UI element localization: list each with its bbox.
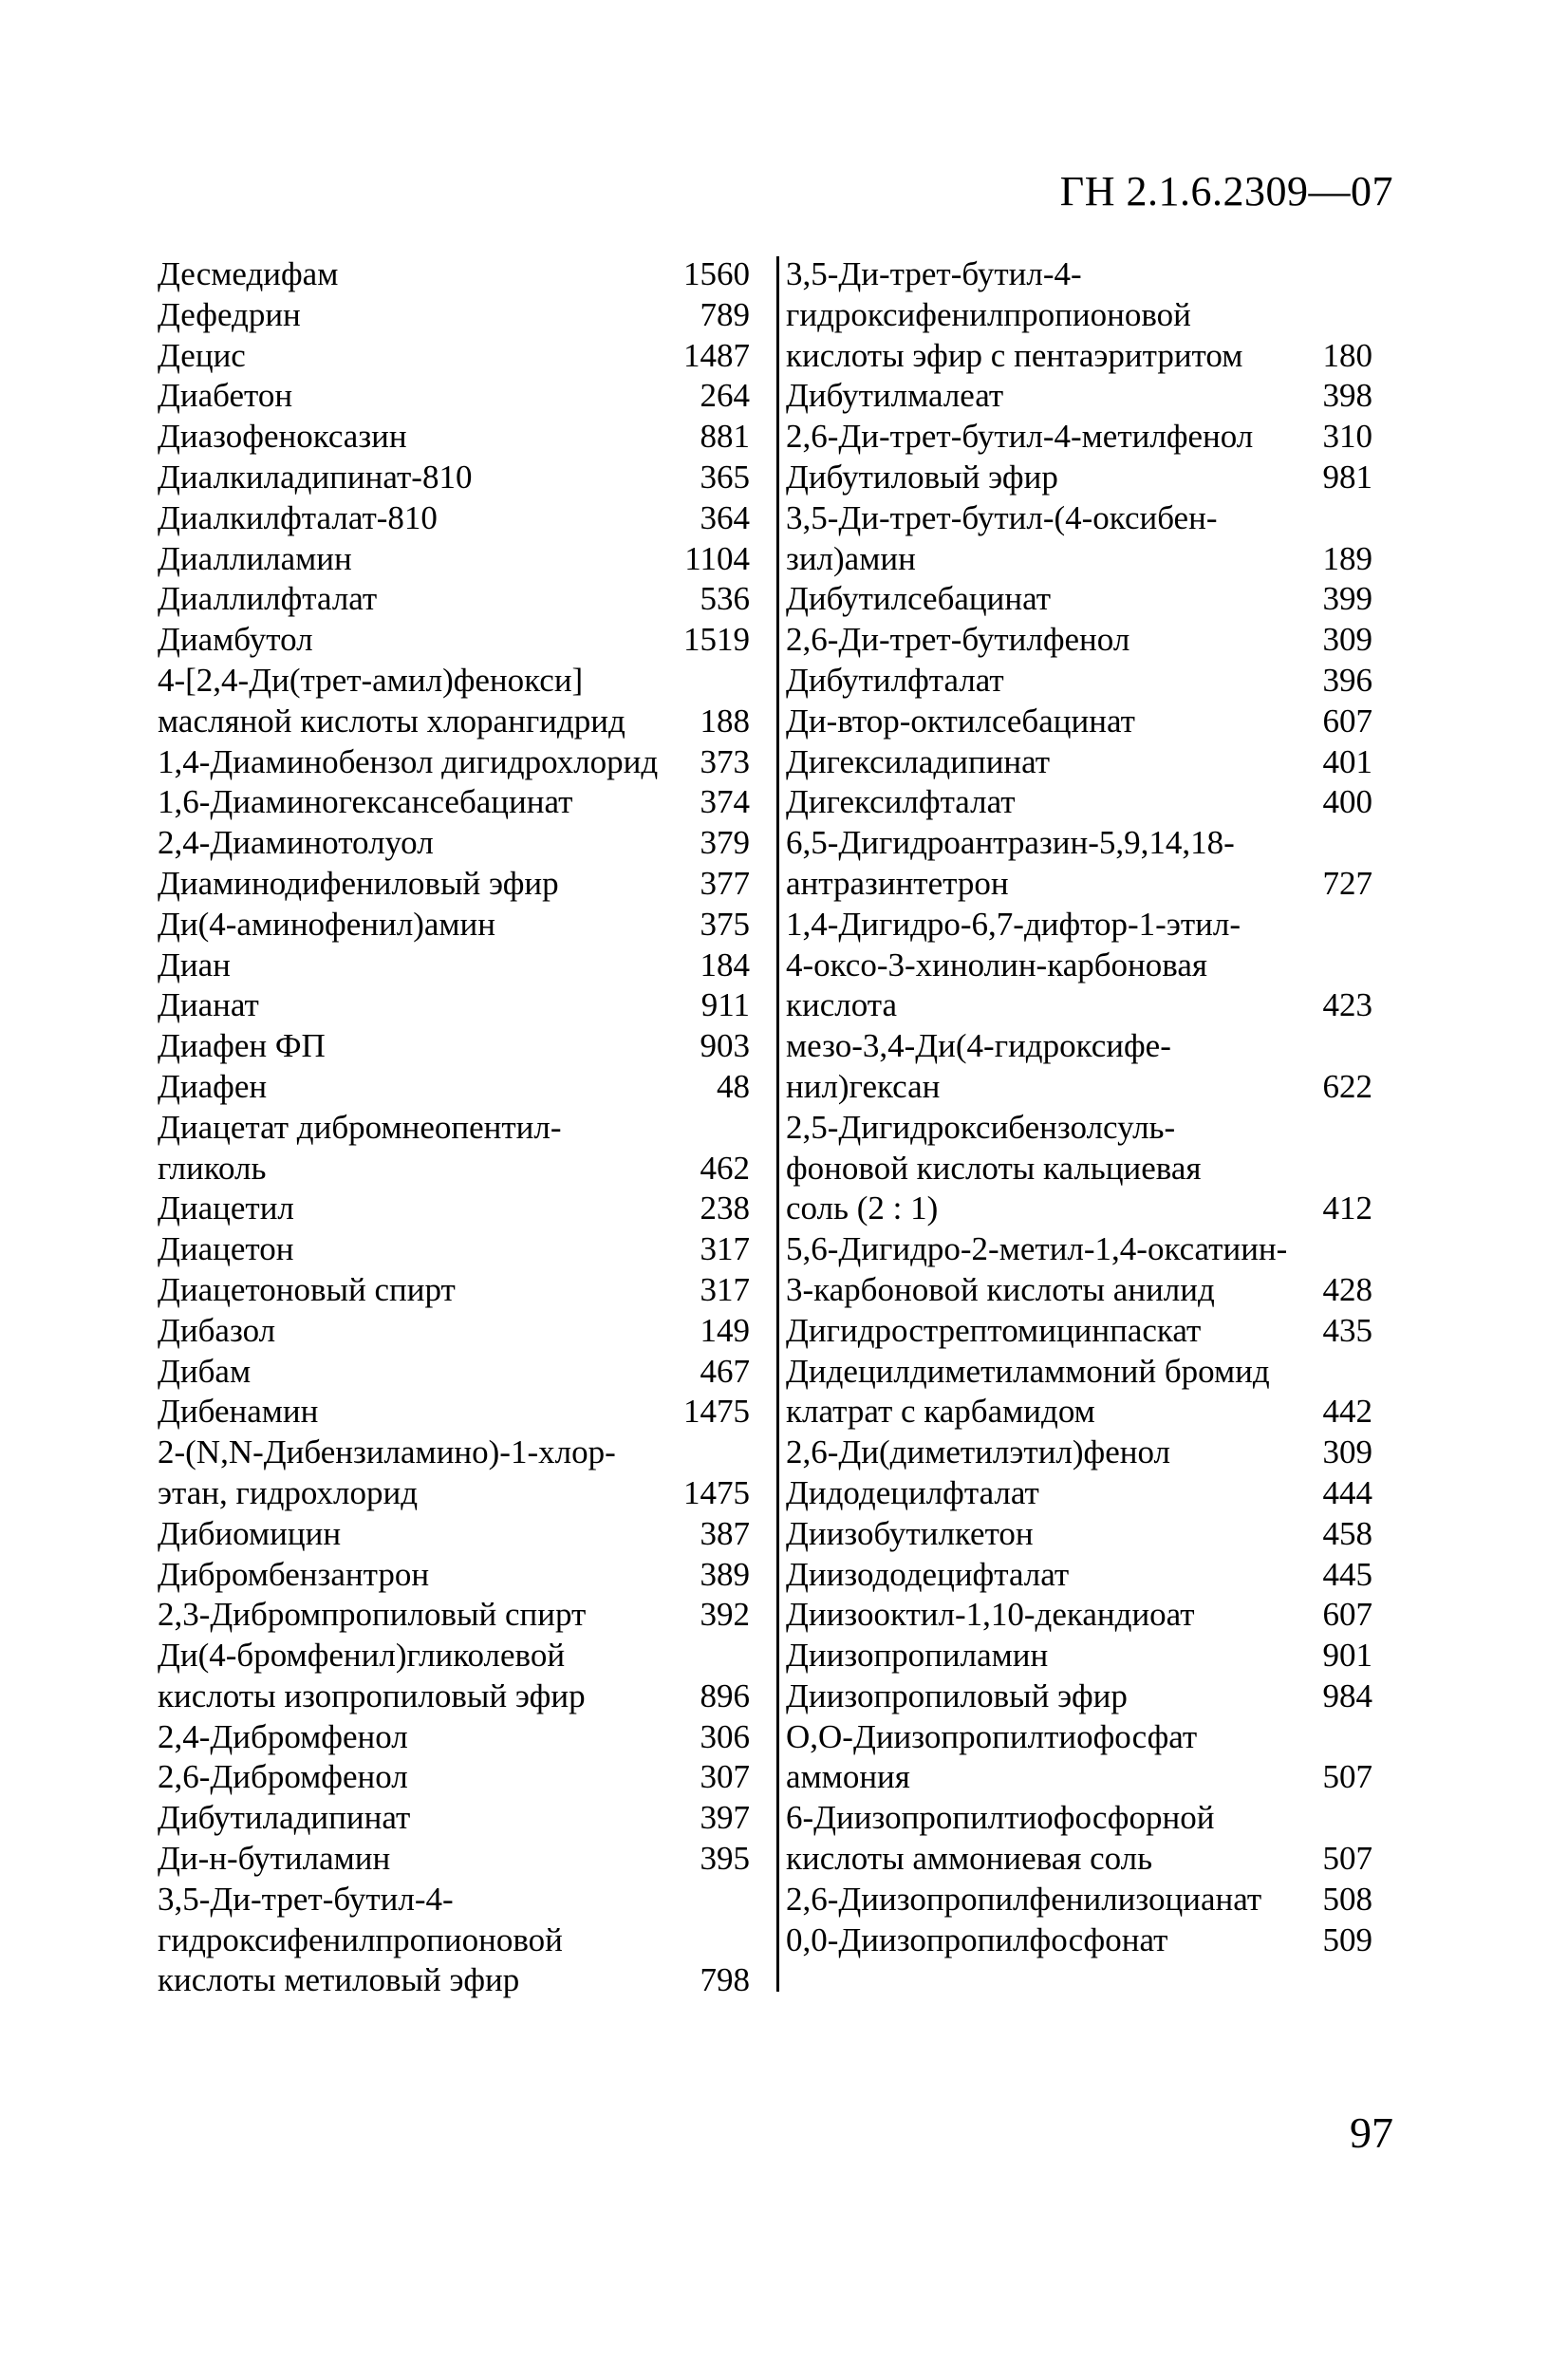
list-item <box>158 620 750 661</box>
substance-name-line: 0,0-Диизопропилфосфонат <box>786 1920 1168 1958</box>
substance-name-line: 3,5-Ди-трет-бутил-4- <box>158 1880 454 1918</box>
substance-name-line: Диацетоновый спирт <box>158 1270 456 1308</box>
list-item <box>786 1636 1372 1676</box>
substance-name-line: кислоты изопропиловый эфир <box>158 1676 586 1714</box>
substance-name-line: Диаллиламин <box>158 539 352 577</box>
list-item <box>158 1595 750 1636</box>
list-item <box>158 376 750 417</box>
page-reference-number: 377 <box>700 864 750 902</box>
list-item <box>158 1026 750 1067</box>
substance-name-line: Ди(4-бромфенил)гликолевой <box>158 1637 566 1675</box>
substance-name-line: 2,6-Ди-трет-бутилфенол <box>786 621 1130 659</box>
page-reference-number: 911 <box>700 986 750 1024</box>
page-reference-number: 509 <box>1322 1920 1372 1958</box>
page-reference-number: 607 <box>1322 702 1372 740</box>
page-number: 97 <box>1350 2108 1393 2157</box>
substance-name-line: Дефедрин <box>158 295 301 333</box>
substance-name-line: Диафен <box>158 1067 268 1105</box>
list-item <box>786 1352 1372 1433</box>
list-item <box>158 579 750 620</box>
substance-name-line: 2,5-Дигидроксибензолсуль- <box>786 1108 1176 1146</box>
substance-name-line: Десмедифам <box>158 255 339 292</box>
page-reference-number: 412 <box>1322 1189 1372 1227</box>
list-item <box>158 1067 750 1108</box>
substance-name-line: Диаминодифениловый эфир <box>158 864 559 902</box>
list-item <box>786 661 1372 702</box>
page-reference-number: 442 <box>1322 1393 1372 1431</box>
page-reference-number: 1475 <box>683 1393 750 1431</box>
list-item <box>158 985 750 1026</box>
substance-name-line: 2,6-Диизопропилфенилизоцианат <box>786 1880 1262 1918</box>
list-item <box>786 823 1372 905</box>
substance-name-line: Дигексилфталат <box>786 783 1016 821</box>
page-reference-number: 508 <box>1322 1880 1372 1918</box>
page-reference-number: 307 <box>700 1758 750 1796</box>
page-reference-number: 400 <box>1322 783 1372 821</box>
substance-name-line: Дибутилмалеат <box>786 377 1004 415</box>
page-reference-number: 364 <box>700 498 750 536</box>
page-reference-number: 1475 <box>683 1473 750 1511</box>
list-item <box>786 702 1372 742</box>
page-reference-number: 458 <box>1322 1514 1372 1552</box>
substance-name-line: Диафен ФП <box>158 1027 326 1065</box>
page-reference-number: 379 <box>700 824 750 862</box>
list-item <box>158 1757 750 1798</box>
page-reference-number: 798 <box>700 1961 750 1999</box>
substance-name-line: Диабетон <box>158 377 293 415</box>
substance-name-line: клатрат с карбамидом <box>786 1393 1095 1431</box>
list-item <box>158 1839 750 1880</box>
list-item <box>786 579 1372 620</box>
substance-name-line: Диацетон <box>158 1230 294 1268</box>
page-reference-number: 467 <box>700 1352 750 1390</box>
page-reference-number: 317 <box>700 1270 750 1308</box>
substance-name-line: 2,4-Дибромфенол <box>158 1717 408 1755</box>
substance-name-line: зил)амин <box>786 539 916 577</box>
page-reference-number: 399 <box>1322 580 1372 618</box>
page-reference-number: 622 <box>1322 1067 1372 1105</box>
substance-name-line: 3,5-Ди-трет-бутил-4- <box>786 255 1082 292</box>
page-reference-number: 149 <box>700 1311 750 1349</box>
substance-name-line: 2,6-Ди(диметилэтил)фенол <box>786 1433 1170 1471</box>
list-item <box>158 539 750 580</box>
list-item <box>158 1189 750 1229</box>
page-reference-number: 188 <box>700 702 750 740</box>
page-reference-number: 423 <box>1322 986 1372 1024</box>
list-item <box>786 620 1372 661</box>
substance-name-line: гидроксифенилпропионовой <box>786 295 1191 333</box>
document-code-header: ГН 2.1.6.2309—07 <box>1059 168 1393 215</box>
page-reference-number: 727 <box>1322 864 1372 902</box>
substance-name-line: О,О-Диизопропилтиофосфат <box>786 1717 1198 1755</box>
substance-name-line: Дигексиладипинат <box>786 742 1051 780</box>
substance-name-line: Диалкилфталат-810 <box>158 498 438 536</box>
page-reference-number: 903 <box>700 1027 750 1065</box>
substance-name-line: Диазофеноксазин <box>158 418 407 456</box>
substance-name-line: 3-карбоновой кислоты анилид <box>786 1270 1215 1308</box>
list-item <box>786 1514 1372 1555</box>
list-item <box>158 1270 750 1311</box>
page-reference-number: 387 <box>700 1514 750 1552</box>
page-reference-number: 536 <box>700 580 750 618</box>
list-item <box>786 1026 1372 1108</box>
list-item <box>158 905 750 946</box>
right-column <box>786 254 1372 1960</box>
list-item <box>158 864 750 905</box>
substance-name-line: Децис <box>158 336 246 374</box>
list-item <box>158 254 750 295</box>
substance-name-line: Дианат <box>158 986 259 1024</box>
list-item <box>786 1108 1372 1229</box>
substance-name-line: Дибутилфталат <box>786 661 1004 699</box>
list-item <box>786 905 1372 1026</box>
list-item <box>158 295 750 336</box>
page-reference-number: 1519 <box>683 621 750 659</box>
column-divider <box>776 256 779 1992</box>
substance-name-line: кислота <box>786 986 898 1024</box>
substance-name-line: Дидецилдиметиламмоний бромид <box>786 1352 1270 1390</box>
page-reference-number: 398 <box>1322 377 1372 415</box>
list-item <box>786 1595 1372 1636</box>
list-item <box>158 1514 750 1555</box>
substance-name-line: кислоты метиловый эфир <box>158 1961 520 1999</box>
substance-name-line: Диизододецифталат <box>786 1555 1070 1593</box>
substance-name-line: 6,5-Дигидроантразин-5,9,14,18- <box>786 824 1235 862</box>
substance-name-line: 2,6-Ди-трет-бутил-4-метилфенол <box>786 418 1254 456</box>
list-item <box>786 1798 1372 1880</box>
list-item <box>158 458 750 498</box>
substance-name-line: Диизопропиловый эфир <box>786 1676 1128 1714</box>
substance-name-line: Дибутилсебацинат <box>786 580 1052 618</box>
list-item <box>158 823 750 864</box>
page-reference-number: 375 <box>700 905 750 943</box>
substance-name-line: Дибам <box>158 1352 252 1390</box>
substance-name-line: 2,4-Диаминотолуол <box>158 824 434 862</box>
substance-name-line: Диаллилфталат <box>158 580 378 618</box>
substance-name-line: 3,5-Ди-трет-бутил-(4-оксибен- <box>786 498 1218 536</box>
list-item <box>786 1717 1372 1799</box>
page-reference-number: 901 <box>1322 1637 1372 1675</box>
substance-name-line: 4-оксо-3-хинолин-карбоновая <box>786 946 1207 983</box>
substance-name-line: Диацетил <box>158 1189 294 1227</box>
substance-name-line: Диалкиладипинат-810 <box>158 458 473 496</box>
substance-name-line: 2,3-Дибромпропиловый спирт <box>158 1596 587 1634</box>
page-reference-number: 507 <box>1322 1758 1372 1796</box>
list-item <box>158 1433 750 1514</box>
page-reference-number: 984 <box>1322 1676 1372 1714</box>
page-reference-number: 309 <box>1322 621 1372 659</box>
list-item <box>786 1880 1372 1920</box>
page-reference-number: 389 <box>700 1555 750 1593</box>
substance-name-line: Ди-втор-октилсебацинат <box>786 702 1135 740</box>
page-reference-number: 238 <box>700 1189 750 1227</box>
substance-name-line: 1,4-Диаминобензол дигидрохлорид <box>158 742 659 780</box>
list-item <box>158 782 750 823</box>
substance-name-line: мезо-3,4-Ди(4-гидроксифе- <box>786 1027 1171 1065</box>
substance-name-line: антразинтетрон <box>786 864 1009 902</box>
substance-name-line: Дидодецилфталат <box>786 1473 1039 1511</box>
page-reference-number: 1560 <box>683 255 750 292</box>
substance-name-line: 5,6-Дигидро-2-метил-1,4-оксатиин- <box>786 1230 1288 1268</box>
substance-name-line: 1,6-Диаминогексансебацинат <box>158 783 573 821</box>
substance-name-line: гликоль <box>158 1149 267 1187</box>
page-reference-number: 317 <box>700 1230 750 1268</box>
page-reference-number: 397 <box>700 1799 750 1837</box>
page-reference-number: 264 <box>700 377 750 415</box>
substance-name-line: Дибазол <box>158 1311 276 1349</box>
substance-name-line: 4-[2,4-Ди(трет-амил)фенокси] <box>158 661 584 699</box>
substance-name-line: Диацетат дибромнеопентил- <box>158 1108 562 1146</box>
list-item <box>158 946 750 986</box>
list-item <box>158 1352 750 1393</box>
page-reference-number: 180 <box>1322 336 1372 374</box>
list-item <box>786 1555 1372 1596</box>
list-item <box>786 1920 1372 1961</box>
page-reference-number: 392 <box>700 1596 750 1634</box>
substance-name-line: Ди-н-бутиламин <box>158 1840 391 1878</box>
page-reference-number: 507 <box>1322 1840 1372 1878</box>
substance-name-line: Дибиомицин <box>158 1514 342 1552</box>
page-reference-number: 396 <box>1322 661 1372 699</box>
list-item <box>786 1229 1372 1311</box>
list-item <box>158 1392 750 1433</box>
substance-name-line: Диамбутол <box>158 621 313 659</box>
page-reference-number: 881 <box>700 418 750 456</box>
list-item <box>786 254 1372 376</box>
page-reference-number: 365 <box>700 458 750 496</box>
page-reference-number: 444 <box>1322 1473 1372 1511</box>
substance-name-line: Диизопропиламин <box>786 1637 1049 1675</box>
substance-name-line: Ди(4-аминофенил)амин <box>158 905 495 943</box>
page-reference-number: 395 <box>700 1840 750 1878</box>
list-item <box>158 417 750 458</box>
page-reference-number: 373 <box>700 742 750 780</box>
page-reference-number: 309 <box>1322 1433 1372 1471</box>
list-item <box>786 1473 1372 1514</box>
substance-name-line: аммония <box>786 1758 910 1796</box>
substance-name-line: Дибромбензантрон <box>158 1555 430 1593</box>
substance-name-line: 2,6-Дибромфенол <box>158 1758 408 1796</box>
page-reference-number: 189 <box>1322 539 1372 577</box>
page-reference-number: 607 <box>1322 1596 1372 1634</box>
page-reference-number: 789 <box>700 295 750 333</box>
page-reference-number: 310 <box>1322 418 1372 456</box>
substance-name-line: 1,4-Дигидро-6,7-дифтор-1-этил- <box>786 905 1241 943</box>
page-reference-number: 184 <box>700 946 750 983</box>
list-item <box>786 458 1372 498</box>
substance-name-line: кислоты аммониевая соль <box>786 1840 1153 1878</box>
list-item <box>786 498 1372 580</box>
substance-name-line: Диизобутилкетон <box>786 1514 1034 1552</box>
list-item <box>158 1636 750 1717</box>
list-item <box>786 1433 1372 1473</box>
substance-name-line: гидроксифенилпропионовой <box>158 1920 563 1958</box>
substance-name-line: кислоты эфир с пентаэритритом <box>786 336 1243 374</box>
substance-name-line: нил)гексан <box>786 1067 941 1105</box>
substance-name-line: Дигидрострептомицинпаскат <box>786 1311 1202 1349</box>
substance-name-line: Диан <box>158 946 231 983</box>
substance-name-line: Диизооктил-1,10-декандиоат <box>786 1596 1195 1634</box>
substance-name-line: соль (2 : 1) <box>786 1189 939 1227</box>
substance-name-line: Дибутиладипинат <box>158 1799 411 1837</box>
substance-name-line: этан, гидрохлорид <box>158 1473 419 1511</box>
list-item <box>158 1717 750 1758</box>
page-reference-number: 374 <box>700 783 750 821</box>
substance-name-line: Дибутиловый эфир <box>786 458 1058 496</box>
page-reference-number: 435 <box>1322 1311 1372 1349</box>
list-item <box>158 498 750 539</box>
list-item <box>158 1229 750 1270</box>
page-reference-number: 462 <box>700 1149 750 1187</box>
list-item <box>158 1555 750 1596</box>
list-item <box>158 336 750 377</box>
page-reference-number: 428 <box>1322 1270 1372 1308</box>
substance-name-line: фоновой кислоты кальциевая <box>786 1149 1202 1187</box>
substance-name-line: 6-Диизопропилтиофосфорной <box>786 1799 1215 1837</box>
page-reference-number: 445 <box>1322 1555 1372 1593</box>
list-item <box>786 376 1372 417</box>
substance-name-line: 2-(N,N-Дибензиламино)-1-хлор- <box>158 1433 616 1471</box>
list-item <box>786 1676 1372 1717</box>
list-item <box>786 417 1372 458</box>
list-item <box>158 661 750 742</box>
page-reference-number: 306 <box>700 1717 750 1755</box>
page-reference-number: 896 <box>700 1676 750 1714</box>
substance-name-line: Дибенамин <box>158 1393 319 1431</box>
list-item <box>158 1108 750 1189</box>
list-item <box>158 742 750 783</box>
page-reference-number: 1104 <box>684 539 750 577</box>
list-item <box>786 1311 1372 1352</box>
page-reference-number: 1487 <box>683 336 750 374</box>
left-column <box>158 254 750 2001</box>
list-item <box>786 782 1372 823</box>
list-item <box>158 1880 750 2001</box>
page-reference-number: 981 <box>1322 458 1372 496</box>
list-item <box>158 1311 750 1352</box>
list-item <box>786 742 1372 783</box>
substance-name-line: масляной кислоты хлорангидрид <box>158 702 625 740</box>
list-item <box>158 1798 750 1839</box>
page-reference-number: 48 <box>717 1067 750 1105</box>
page-reference-number: 401 <box>1322 742 1372 780</box>
